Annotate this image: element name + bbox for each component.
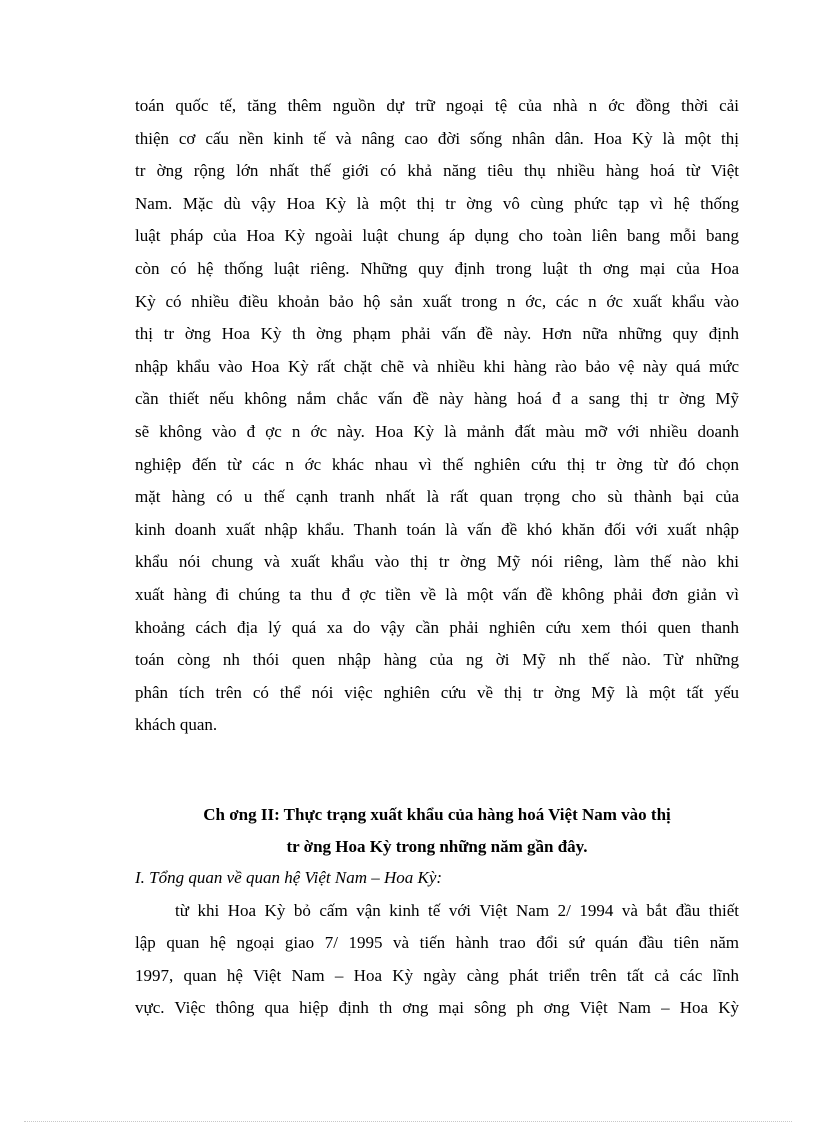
body-line: nghiệp đến từ các n ớc khác nhau vì thế nghiên cứu thị tr ờng từ đó chọn [135, 454, 739, 474]
section-line: vực. Việc thông qua hiệp định th ơng mại sông ph ơng Việt Nam – Hoa Kỳ [135, 998, 739, 1018]
body-line: kinh doanh xuất nhập khẩu. Thanh toán là vấn đề khó khăn đối với xuất nhập [135, 519, 739, 539]
body-line: mặt hàng có u thế cạnh tranh nhất là rất quan trọng cho sù thành bại của [135, 487, 739, 507]
body-line: luật pháp của Hoa Kỳ ngoài luật chung áp dụng cho toàn liên bang mỗi bang [135, 226, 739, 246]
body-line: khẩu nói chung và xuất khẩu vào thị tr ờng Mỹ nói riêng, làm thế nào khi [135, 552, 739, 572]
body-line: còn có hệ thống luật riêng. Những quy định trong luật th ơng mại của Hoa [135, 258, 739, 278]
body-line: tr ờng rộng lớn nhất thế giới có khả năng tiêu thụ nhiều hàng hoá từ Việt [135, 161, 739, 181]
body-line: thiện cơ cấu nền kinh tế và nâng cao đời sống nhân dân. Hoa Kỳ là một thị [135, 128, 739, 148]
section-line: từ khi Hoa Kỳ bỏ cấm vận kinh tế với Việt Nam 2/ 1994 và bắt đầu thiết [175, 901, 739, 920]
chapter-title-continued: tr ờng Hoa Kỳ trong những năm gần đây. [286, 837, 588, 856]
body-line: phân tích trên có thể nói việc nghiên cứu về thị tr ờng Mỹ là một tất yếu [135, 682, 739, 702]
page-bottom-divider [24, 1121, 792, 1122]
body-line: khách quan. [135, 715, 218, 735]
body-line: xuất hàng đi chúng ta thu đ ợc tiền về là một vấn đề không phải đơn giản vì [135, 584, 739, 604]
body-line: cần thiết nếu không nắm chắc vấn đề này hàng hoá đ a sang thị tr ờng Mỹ [135, 389, 739, 409]
section-line: lập quan hệ ngoại giao 7/ 1995 và tiến hành trao đổi sứ quán đầu tiên năm [135, 933, 739, 953]
section-line: 1997, quan hệ Việt Nam – Hoa Kỳ ngày càng phát triển trên tất cả các lĩnh [135, 965, 739, 985]
body-line: toán quốc tế, tăng thêm nguồn dự trữ ngoại tệ của nhà n ớc đồng thời cải [135, 96, 739, 115]
body-line: toán còng nh thói quen nhập hàng của ng ời Mỹ nh thế nào. Từ những [135, 650, 739, 670]
section-heading: I. Tổng quan về quan hệ Việt Nam – Hoa Kỳ: [135, 868, 443, 887]
section-paragraph [135, 895, 739, 1025]
body-line: Nam. Mặc dù vậy Hoa Kỳ là một thị tr ờng vô cùng phức tạp vì hệ thống [135, 193, 739, 213]
chapter-title: Ch ơng II: Thực trạng xuất khẩu của hàng hoá Việt Nam vào thị [203, 805, 671, 824]
body-paragraph [135, 90, 739, 742]
body-line: khoảng cách địa lý quá xa do vậy cần phải nghiên cứu xem thói quen thanh [135, 617, 739, 637]
body-line: thị tr ờng Hoa Kỳ th ờng phạm phải vấn đề này. Hơn nữa những quy định [135, 324, 739, 344]
body-line: sẽ không vào đ ợc n ớc này. Hoa Kỳ là mảnh đất màu mỡ với nhiều doanh [135, 421, 739, 441]
body-line: Kỳ có nhiều điều khoản bảo hộ sản xuất trong n ớc, các n ớc xuất khẩu vào [135, 291, 739, 311]
body-line: nhập khẩu vào Hoa Kỳ rất chặt chẽ và nhiều khi hàng rào bảo vệ này quá mức [135, 356, 739, 376]
